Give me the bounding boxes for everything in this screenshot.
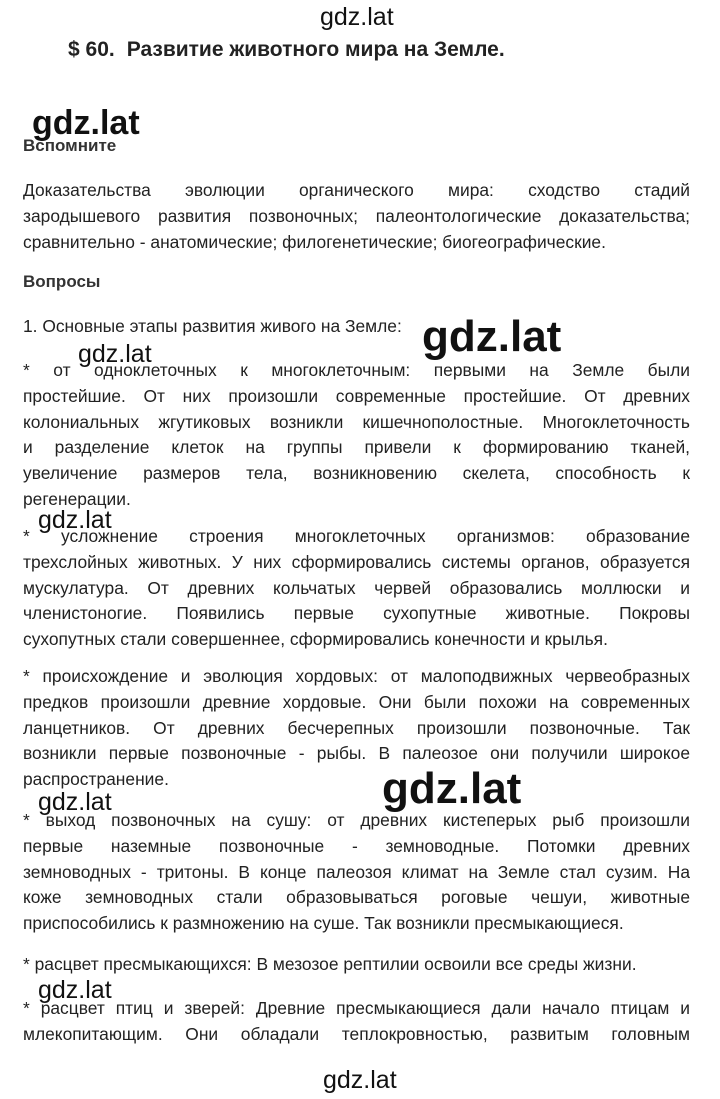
text-line: членистоногие. Появились первые сухопутные животные. Покровы <box>23 603 690 624</box>
paragraph-6 <box>23 996 690 1048</box>
text-line: Доказательства эволюции органического мира: сходство стадий <box>23 180 690 200</box>
recall-heading: Вспомните <box>23 136 117 155</box>
watermark-left-4: gdz.lat <box>38 976 112 1004</box>
text-line: * расцвет птиц и зверей: Древние пресмыкающиеся дали начало птицам и <box>23 998 690 1018</box>
text-line: * происхождение и эволюция хордовых: от малоподвижных червеобразных <box>23 666 690 686</box>
text-line: и разделение клеток на группы привели к формированию тканей, <box>23 437 690 458</box>
watermark-bottom: gdz.lat <box>382 764 522 813</box>
watermark-left-1: gdz.lat <box>78 340 152 368</box>
text-line: ланцетников. От древних бесчерепных произошли позвоночные. Так <box>23 717 690 738</box>
paragraph-5 <box>23 952 690 978</box>
text-line: земноводных - тритоны. В конце палеозоя климат на Земле стал сузим. На <box>23 861 690 882</box>
recall-paragraph <box>23 178 690 255</box>
watermark-mid: gdz.lat <box>422 312 562 361</box>
text-line: предков произошли древние хордовые. Они были похожи на современных <box>23 691 690 712</box>
text-line: коже земноводных стали образовываться роговые чешуи, животные <box>23 887 690 908</box>
watermark-top: gdz.lat <box>320 3 394 31</box>
text-line: увеличение размеров тела, возникновению скелета, способность к <box>23 463 690 484</box>
watermark-left-2: gdz.lat <box>38 506 112 534</box>
text-line: простейшие. От них произошли современные простейшие. От древних <box>23 385 690 406</box>
page-title <box>68 38 505 62</box>
text-line: сухопутных стали совершеннее, сформировались конечности и крылья. <box>23 629 608 650</box>
text-line: колониальных жгутиковых возникли кишечнополостные. Многоклеточность <box>23 411 690 432</box>
watermark-left-3: gdz.lat <box>38 788 112 816</box>
paragraph-2 <box>23 524 690 653</box>
paragraph-4 <box>23 808 690 937</box>
text-line: * усложнение строения многоклеточных организмов: образование <box>23 526 690 546</box>
watermark-header: gdz.lat <box>32 104 144 143</box>
text-line: распространение. <box>23 769 169 790</box>
text-line: сравнительно - анатомические; филогенетические; биогеографические. <box>23 231 606 252</box>
question-1 <box>23 314 443 340</box>
watermark-footer: gdz.lat <box>323 1066 397 1094</box>
text-line: трехслойных животных. У них сформировались системы органов, образуется <box>23 551 690 572</box>
text-line: * от одноклеточных к многоклеточным: первыми на Земле были <box>23 360 690 380</box>
text-line: зародышевого развития позвоночных; палеонтологические доказательства; <box>23 205 690 226</box>
text-line: возникли первые позвоночные - рыбы. В палеозое они получили широкое <box>23 743 690 764</box>
text-line: регенерации. <box>23 488 131 509</box>
text-line: мускулатура. От древних кольчатых червей образовались моллюски и <box>23 577 690 598</box>
text-line: приспособились к размножению на суше. Так возникли пресмыкающиеся. <box>23 913 624 934</box>
text-line: 1. Основные этапы развития живого на Земле: <box>23 316 402 336</box>
text-line: первые наземные позвоночные - земноводные. Потомки древних <box>23 835 690 856</box>
paragraph-3 <box>23 664 690 793</box>
section-title: Развитие животного мира на Земле. <box>126 38 505 61</box>
section-number: $ 60. <box>68 38 115 61</box>
questions-heading: Вопросы <box>23 272 101 291</box>
text-line: * выход позвоночных на сушу: от древних кистеперых рыб произошли <box>23 810 690 830</box>
text-line: * расцвет пресмыкающихся: В мезозое рептилии освоили все среды жизни. <box>23 954 637 974</box>
paragraph-1 <box>23 358 690 513</box>
text-line: млекопитающим. Они обладали теплокровностью, развитым головным <box>23 1023 690 1044</box>
